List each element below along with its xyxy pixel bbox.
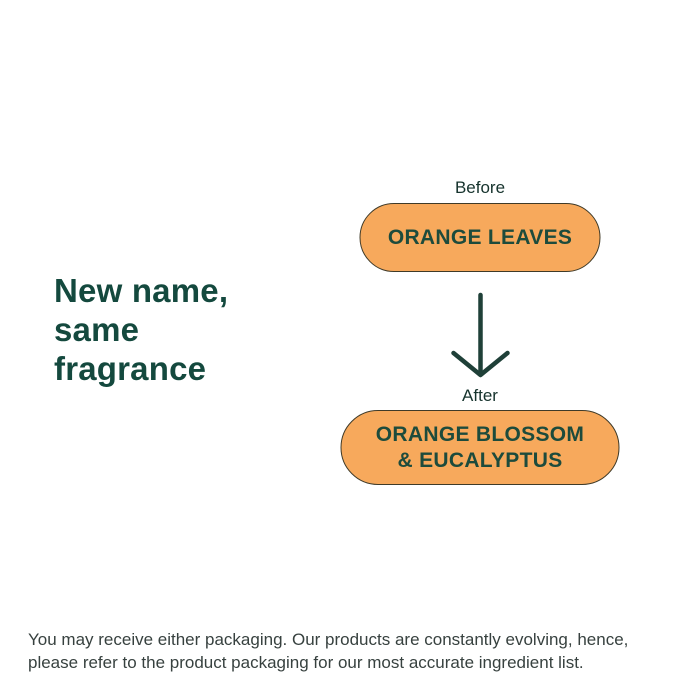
disclaimer-line-2: please refer to the product packaging for our most accurate ingredient list. (28, 652, 584, 672)
before-pill (360, 203, 601, 272)
headline (54, 271, 228, 388)
before-label: Before (454, 178, 506, 197)
after-label: After (462, 386, 498, 405)
before-after-diagram (341, 178, 620, 485)
after-pill-text-line-1: ORANGE BLOSSOM (375, 422, 585, 446)
before-pill-text: ORANGE LEAVES (387, 225, 573, 249)
after-pill (341, 410, 620, 485)
headline-line-1: New name, (54, 272, 229, 309)
headline-line-2: same (54, 311, 140, 348)
headline-line-3: fragrance (54, 350, 207, 387)
down-arrow-icon (448, 292, 512, 380)
after-pill-text-line-2: & EUCALYPTUS (397, 448, 563, 472)
disclaimer-line-1: You may receive either packaging. Our products are constantly evolving, hence, (28, 630, 629, 649)
disclaimer (28, 629, 628, 674)
